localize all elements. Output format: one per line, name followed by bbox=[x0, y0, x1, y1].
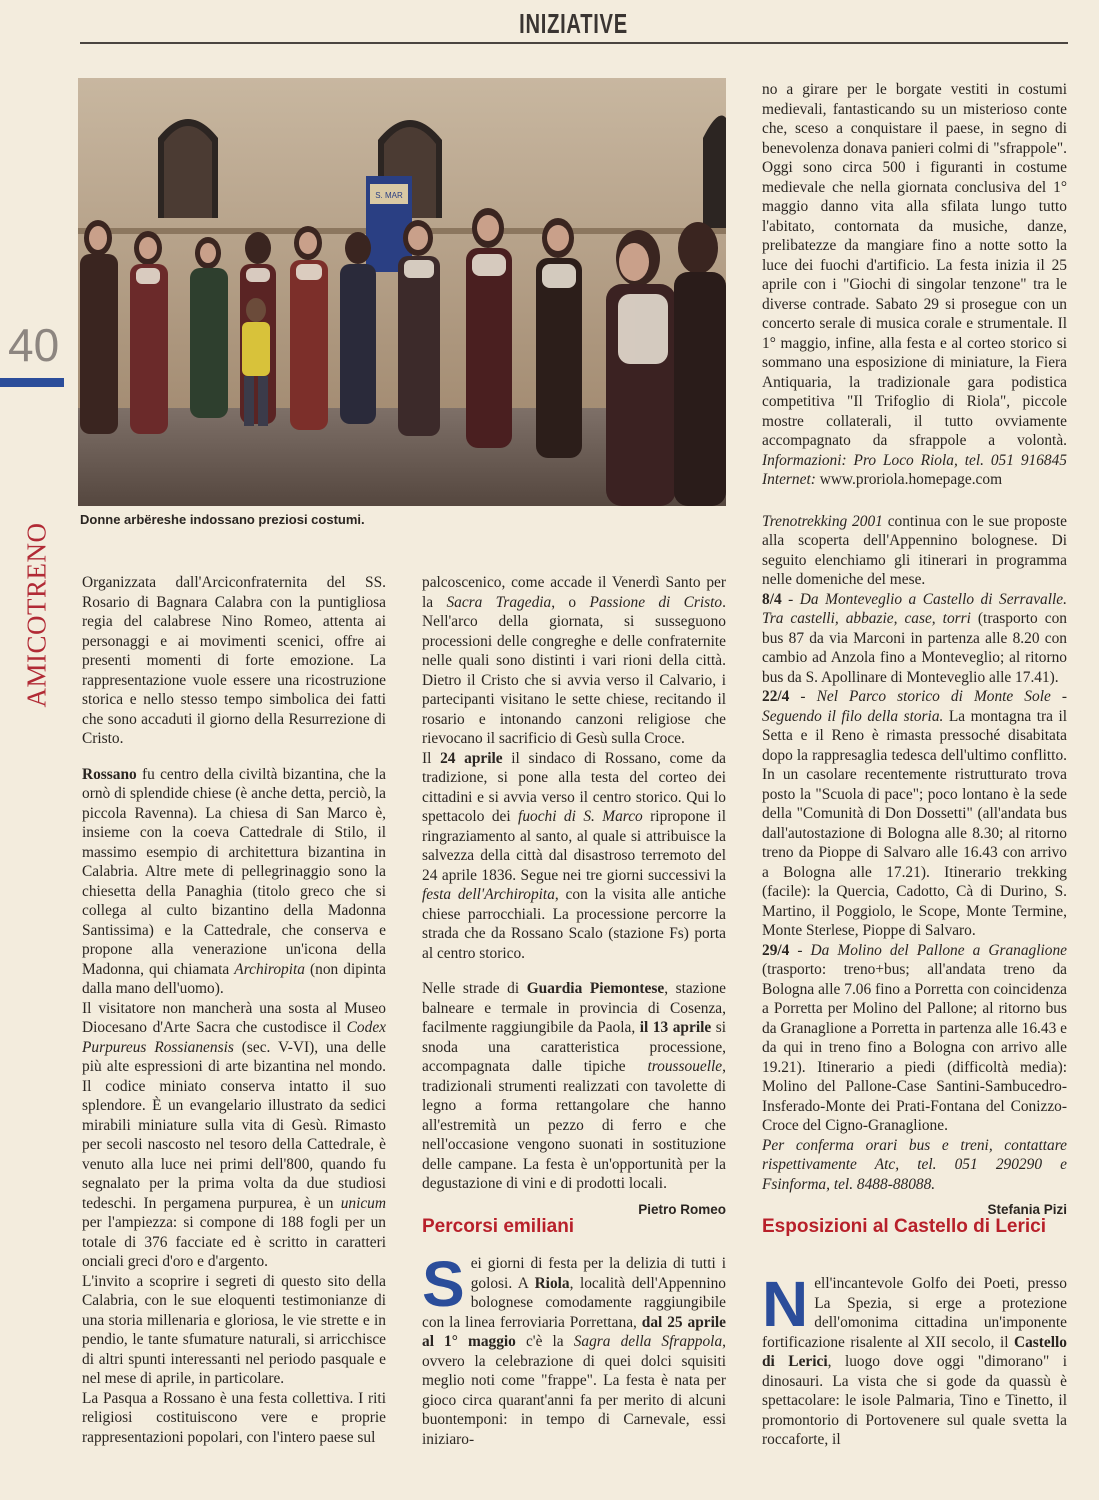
paragraph: Trenotrekking 2001 continua con le sue proposte alla scoperta dell'Appennino bolognese. Di seguito elenchiamo gli itinerari in programma nelle domeniche del mese. bbox=[762, 512, 1067, 588]
section-heading: Percorsi emiliani bbox=[422, 1216, 575, 1237]
column-3 bbox=[762, 80, 1067, 1220]
margin-bar bbox=[0, 378, 64, 387]
photo-caption: Donne arbëreshe indossano preziosi costumi. bbox=[80, 512, 365, 527]
column-1 bbox=[82, 573, 386, 1447]
paragraph: palcoscenico, come accade il Venerdì Santo per la Sacra Tragedia, o Passione di Cristo. Nell'arco della giornata, si susseguono processioni delle congreghe e delle confraternite nelle quali sono distinti i vari rioni della città. Dietro il Cristo che si avvia verso il Calvario, i partecipanti visitano le sette chiese, recitando il rosario e intonando canzoni religiose che rievocano il sacrificio di Gesù sulla Croce. bbox=[422, 574, 726, 747]
paragraph: Rossano fu centro della civiltà bizantina, che la ornò di splendide chiese (è anche detta, perciò, la piccola Ravenna). La chiesa di San Marco è, insieme con la coeva Cattedrale di Stilo, il massimo esempio di architettura bizantina in Calabria. Altre mete di pellegrinaggio sono la chiesetta della Panaghia (titolo greco che si collega al culto bizantino della Madonna Santissima) e la Cattedrale, che conserva e propone alla venerazione un'icona della Madonna, qui chiamata Archiropita (non dipinta dalla mano dell'uomo). bbox=[82, 765, 387, 997]
section-heading: Esposizioni al Castello di Lerici bbox=[762, 1216, 1047, 1237]
section-body bbox=[422, 1248, 726, 1449]
itinerary-item: 22/4 - Nel Parco storico di Monte Sole - Seguendo il filo della storia. La montagna tra il Setta e il Reno è rimasta pressoché disabitata dopo la rappresaglia tedesca dell'ultimo conflitto. In un casolare recentemente ristrutturato trova posto la "Scuola di pace"; poco lontano è la sede della "Comunità di Don Dossetti" (all'andata bus dall'autostazione di Bologna alle 8.30; al ritorno treno da Pioppe di Salvaro alle 16.43 con arrivo a Bologna alle 17.21). Itinerario trekking (facile): la Quercia, Cadotto, Cà di Durino, S. Martino, il Poggiolo, le Scope, Monte Termine, Monte Sterlese, Pioppe di Salvaro. bbox=[762, 688, 1067, 939]
svg-text:S. MAR: S. MAR bbox=[375, 191, 403, 200]
photo-illustration bbox=[78, 78, 726, 506]
paragraph: Il 24 aprile il sindaco di Rossano, come da tradizione, si pone alla testa del corteo dei cittadini e si avvia verso il centro storico. Qui lo spettacolo dei fuochi di S. Marco ripropone il ringraziamento al santo, al quale si attribuisce la salvezza della città dal disastroso terremoto del 24 aprile 1836. Segue nei tre giorni successivi la festa dell'Archiropita, con la visita alle antiche chiese parrocchiali. La processione percorre la strada che da Rossano Scalo (stazione Fs) porta al centro storico. bbox=[422, 749, 726, 962]
column-2 bbox=[422, 573, 726, 1219]
paragraph: L'invito a scoprire i segreti di questo sito della Calabria, con le sue eloquenti testimonianze di una storia millenaria e gloriosa, le vie strette e in pendio, le tante sfumature naturali, si arricchisce di altri spunti interessanti nel periodo pasquale e nel mese di aprile, in particolare. bbox=[82, 1272, 386, 1387]
paragraph: no a girare per le borgate vestiti in costumi medievali, fantasticando su un misterioso conte che, sceso a conquistare il paese, in segno di benevolenza donava panieri colmi di "sfrappole". Oggi sono circa 500 i figuranti in costume medievale che nella giornata conclusiva del 1° maggio danno vita alla sfilata lungo tutto l'abitato, contornata da musiche, danze, prelibatezze da mangiare fino a notte sotto la luce dei fuochi d'artificio. La festa inizia il 25 aprile con i "Giochi di singolar tenzone" tra le diverse contrade. Sabato 29 si prosegue con un concerto serale di musica corale e strumentale. Il 1° maggio, infine, alla festa e al corteo storico si sommano una esposizione di miniature, la Fiera Antiquaria, la tradizionale gara podistica competitiva "Il Trifoglio di Riola", piccole mostre collaterali, il tutto ovviamente accompagnato da sfrappole a volontà. Informazioni: Pro Loco Riola, tel. 051 916845 Internet: www.proriola.homepage.com bbox=[762, 81, 1067, 488]
procession-photo bbox=[78, 78, 726, 506]
paragraph: Sei giorni di festa per la delizia di tutti i golosi. A Riola, località dell'Appennino bolognese comodamente raggiungibile con la linea ferroviaria Porrettana, dal 25 aprile al 1° maggio c'è la Sagra della Sfrappola, ovvero la celebrazione di quei dolci squisiti meglio noti come "frappe". La festa è nata per gioco circa quarant'anni fa per merito di alcuni buontemponi: in tempo di Carnevale, essi iniziaro- bbox=[422, 1248, 726, 1448]
author-signature: Stefania Pizi bbox=[987, 1202, 1067, 1217]
page-number: 40 bbox=[8, 319, 60, 371]
drop-cap: S bbox=[422, 1248, 465, 1320]
paragraph: La Pasqua a Rossano è una festa collettiva. I riti religiosi costituiscono vere e proprie rappresentazioni popolari, con l'intero paese sul bbox=[82, 1389, 386, 1446]
paragraph: Per conferma orari bus e treni, contattare rispettivamente Atc, tel. 051 290290 e Fsinforma, tel. 8488-88088. bbox=[762, 1136, 1067, 1193]
magazine-brand: AMICOTRENO bbox=[21, 522, 52, 708]
drop-cap: N bbox=[762, 1268, 809, 1340]
paragraph: Nelle strade di Guardia Piemontese, stazione balneare e termale in provincia di Cosenza, facilmente raggiungibile da Paola, il 13 aprile si snoda una caratteristica processione, accompagnata dalle tipiche troussouelle, tradizionali strumenti realizzati con tavolette di legno a forma rettangolare che hanno all'estremità un pezzo di ferro e che nell'occasione vengono suonati in sostituzione delle campane. La festa è un'opportunità per la degustazione di vini e di prodotti locali. bbox=[422, 980, 727, 1192]
paragraph: Nell'incantevole Golfo dei Poeti, presso La Spezia, si erge a protezione dell'omonima cittadina un'imponente fortificazione risalente al XII secolo, il Castello di Lerici, luogo dove oggi "dimorano" i dinosauri. La vista che si gode da quassù è spettacolare: le isole Palmaria, Tino e Tinetto, il promontorio di Portovenere sul quale svetta la roccaforte, il bbox=[762, 1268, 1067, 1448]
paragraph: Il visitatore non mancherà una sosta al Museo Diocesano d'Arte Sacra che custodisce il Codex Purpureus Rossianensis (sec. V-VI), una delle più alte espressioni di arte bizantina nel mondo. Il codice miniato conserva intatto il suo splendore. È un evangelario illustrato da sedici mirabili miniature sulla vita di Gesù. Rimasto per secoli nascosto nel tesoro della Cattedrale, è venuto alla luce nei primi dell'800, quando fu segnalato per la prima volta da due studiosi tedeschi. In pergamena purpurea, è un unicum per l'ampiezza: si compone di 188 fogli per un totale di 376 facciate ed è scritto in caratteri onciali greci d'oro e d'argento. bbox=[82, 999, 386, 1270]
section-title: INIZIATIVE bbox=[519, 8, 629, 39]
itinerary-item: 8/4 - Da Monteveglio a Castello di Serravalle. Tra castelli, abbazie, case, torri (trasporto con bus 87 da via Marconi in partenza alle 8.20 con cambio ad Anzola fino a Monteveglio; al ritorno bus da S. Apollinare di Monteveglio alle 17.41). bbox=[762, 590, 1067, 686]
section-header bbox=[80, 6, 1068, 44]
author-signature: Pietro Romeo bbox=[638, 1201, 726, 1217]
itinerary-item: 29/4 - Da Molino del Pallone a Granaglione (trasporto: treno+bus; all'andata treno da Bologna alle 7.06 fino a Porretta con coincidenza a Porretta per Molino del Pallone; al ritorno bus da Granaglione a Porretta in partenza alle 16.43 e da qui in treno fino a Bologna con arrivo alle 19.21). Itinerario a piedi (difficoltà media): Molino del Pallone-Case Santini-Sambucedro-Insferado-Monte dei Prati-Fontana del Conizzo-Croce del Cigno-Granaglione. bbox=[762, 941, 1067, 1134]
section-body bbox=[762, 1268, 1067, 1450]
paragraph: Organizzata dall'Arciconfraternita del SS. Rosario di Bagnara Calabra con la puntigliosa regia del calabrese Nino Romeo, attenta ai personaggi e ai movimenti scenici, offre ai presenti momenti di forte emozione. La rappresentazione vuole essere una ricostruzione storica e nello stesso tempo simbolica dei fatti che sono accaduti il giorno della Resurrezione di Cristo. bbox=[82, 574, 386, 747]
